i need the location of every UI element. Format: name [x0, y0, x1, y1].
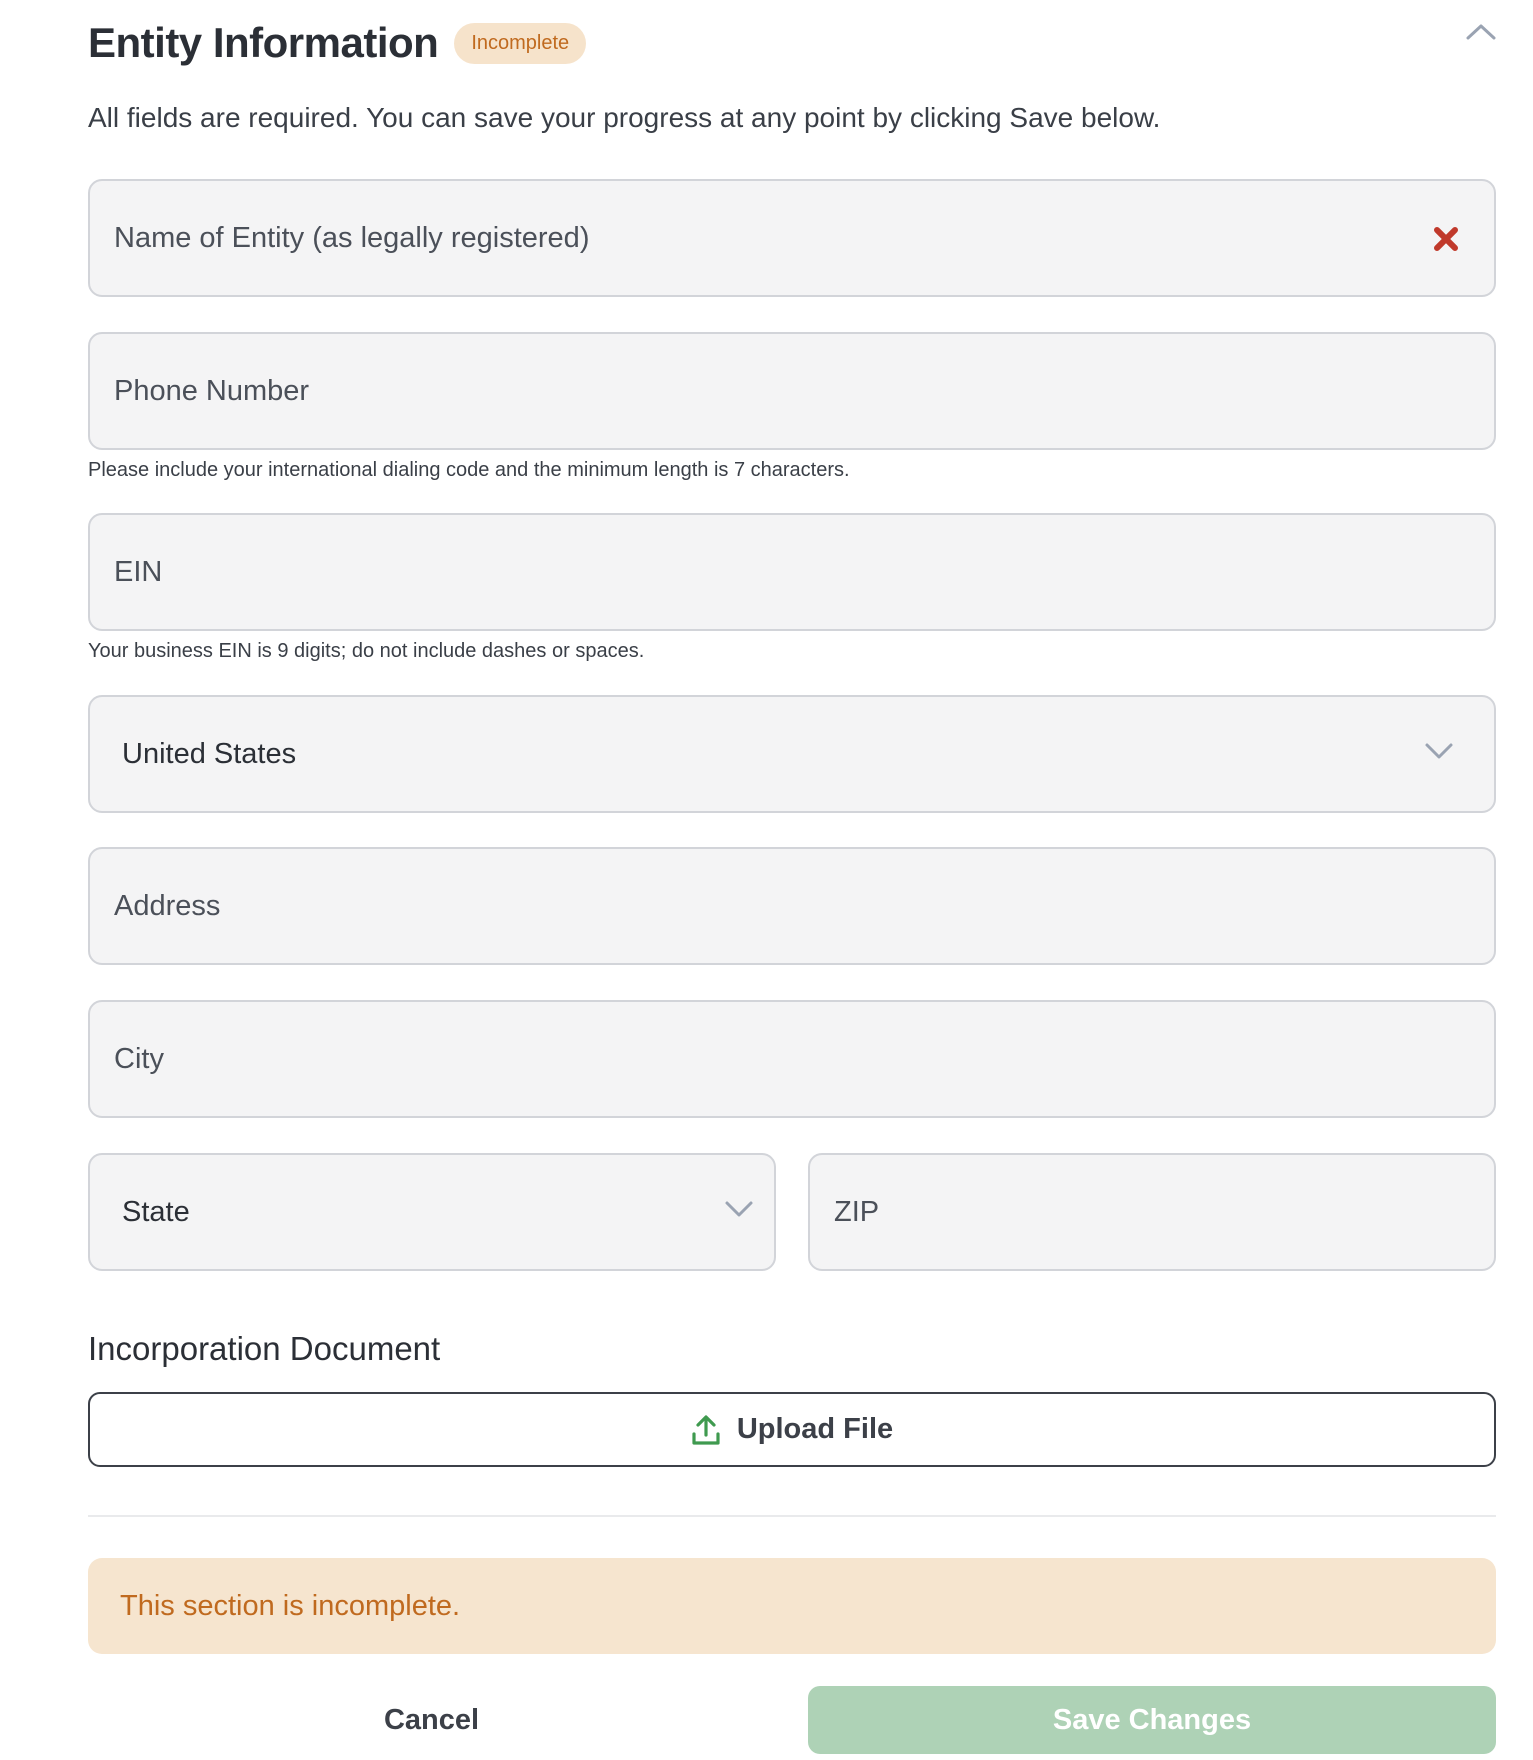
phone-number-input[interactable]	[90, 334, 1494, 448]
upload-file-button[interactable]	[88, 1392, 1496, 1467]
close-icon[interactable]	[1432, 225, 1460, 253]
ein-input[interactable]	[90, 515, 1494, 629]
zip-input[interactable]	[810, 1155, 1494, 1269]
ein-hint: Your business EIN is 9 digits; do not include dashes or spaces.	[88, 640, 645, 662]
save-changes-button[interactable]: Save Changes	[808, 1686, 1496, 1754]
incomplete-alert	[88, 1558, 1496, 1654]
state-select-value: State	[122, 1195, 190, 1228]
intro-text: All fields are required. You can save your progress at any point by clicking Save below.	[88, 102, 1161, 133]
state-select[interactable]	[88, 1153, 776, 1271]
phone-number-field	[88, 332, 1496, 450]
ein-field	[88, 513, 1496, 631]
address-field	[88, 847, 1496, 965]
city-field	[88, 1000, 1496, 1118]
chevron-down-icon	[1424, 741, 1454, 761]
collapse-button[interactable]	[1464, 14, 1498, 48]
chevron-down-icon	[724, 1199, 754, 1219]
chevron-up-icon	[1465, 21, 1497, 41]
upload-icon	[691, 1414, 721, 1446]
status-badge: Incomplete	[454, 23, 586, 64]
section-header	[88, 14, 1498, 72]
divider	[88, 1515, 1496, 1517]
entity-name-input[interactable]	[90, 181, 1494, 295]
cancel-button[interactable]: Cancel	[383, 1703, 480, 1736]
entity-name-field	[88, 179, 1496, 297]
city-input[interactable]	[90, 1002, 1494, 1116]
country-select[interactable]	[88, 695, 1496, 813]
address-input[interactable]	[90, 849, 1494, 963]
phone-hint: Please include your international dialing code and the minimum length is 7 characters.	[88, 459, 850, 481]
incorporation-document-label: Incorporation Document	[88, 1330, 441, 1367]
country-select-value: United States	[122, 737, 297, 770]
incomplete-alert-text: This section is incomplete.	[120, 1589, 461, 1622]
zip-field	[808, 1153, 1496, 1271]
upload-file-label: Upload File	[736, 1413, 894, 1445]
section-title: Entity Information	[88, 19, 439, 66]
